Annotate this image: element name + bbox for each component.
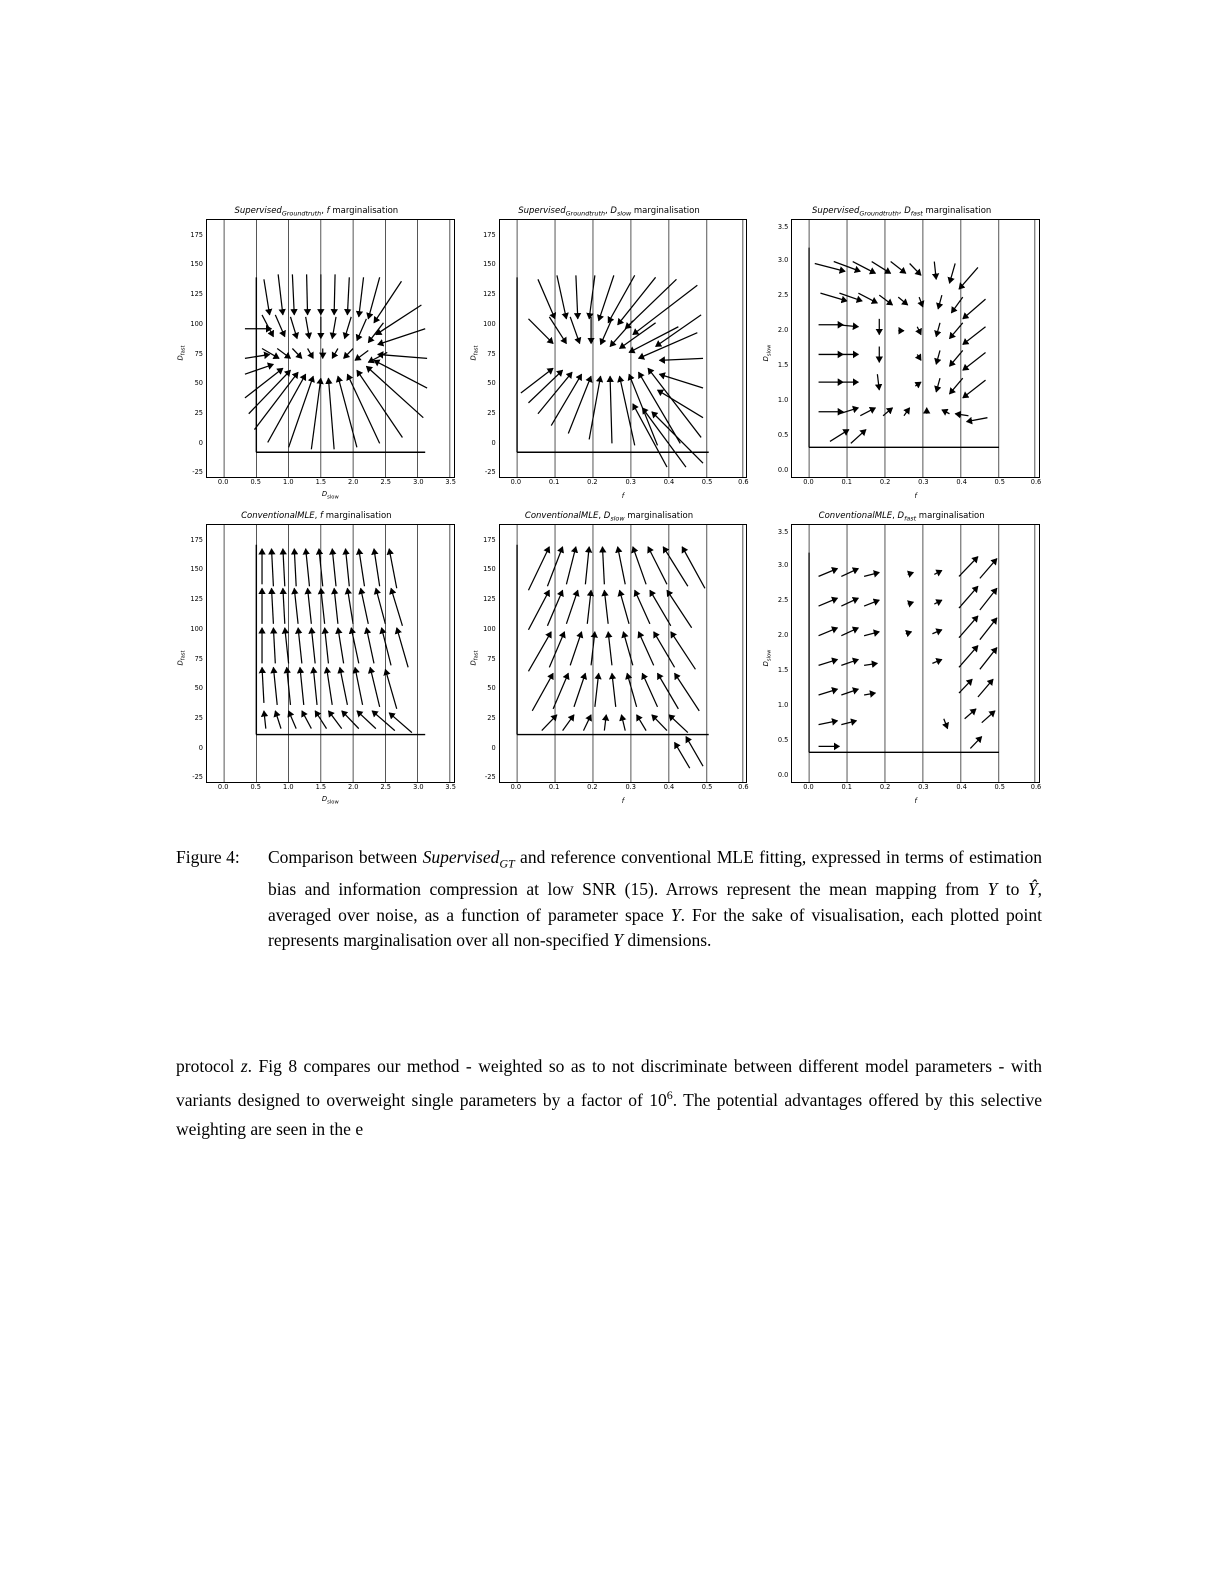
x-axis-label: $D_{slow}$ [321,794,339,805]
vector-field-plot [206,524,455,783]
figure-caption-label: Figure 4: [176,847,240,867]
panel-mle-dfast [761,510,1042,805]
y-tick-labels: 0.0 0.5 1.0 1.5 2.0 2.5 3.0 3.5 [777,222,789,475]
x-axis-label: f [914,797,917,805]
vector-field-plot [499,219,748,478]
y-axis-label: $D_{fast}$ [176,345,187,360]
y-axis-label: $D_{fast}$ [468,345,480,360]
x-tick-labels: 0.0 0.5 1.0 1.5 2.0 2.5 3.0 3.5 [217,783,456,791]
y-axis-label: $D_{fast}$ [176,650,187,665]
vector-field-plot [206,219,455,478]
y-tick-labels: 0.0 0.5 1.0 1.5 2.0 2.5 3.0 3.5 [777,527,789,780]
x-tick-labels: 0.0 0.1 0.2 0.3 0.4 0.5 0.6 [803,478,1042,486]
y-tick-labels: -25 0 25 50 75 100 125 150 175 [190,230,203,476]
panel-title: Supervised$_{Groundtruth}$, $D_{slow}$ marginalisation [518,206,700,218]
x-axis-label: f [914,492,917,500]
panel-mle-f [176,510,457,805]
panel-title: ConventionalMLE, f marginalisation [241,511,392,521]
vector-field-plot [791,524,1040,783]
body-paragraph: protocol z. Fig 8 compares our method - weighted so as to not discriminate between different model parameters - with variants designed to overweight single parameters by a factor of $10^6$. The potential advantages offered by this selective weighting are seen in the e [176,1056,1042,1139]
figure-4 [176,205,1042,805]
y-tick-labels: -25 0 25 50 75 100 125 150 175 [483,230,496,476]
panel-title: Supervised$_{Groundtruth}$, f marginalisation [234,206,399,218]
panel-supervised-f [176,205,457,500]
panel-grid [176,205,1042,805]
figure-caption [176,845,1042,954]
x-tick-labels: 0.0 0.1 0.2 0.3 0.4 0.5 0.6 [510,783,749,791]
panel-supervised-dslow [469,205,750,500]
x-axis-label: f [621,797,625,805]
y-axis-label: $D_{slow}$ [762,649,773,666]
vector-field-plot [791,219,1040,478]
vector-field-plot [499,524,748,783]
panel-title: ConventionalMLE, $D_{slow}$ marginalisation [524,511,694,523]
x-axis-label: f [621,492,625,500]
panel-title: Supervised$_{Groundtruth}$, $D_{fast}$ marginalisation [812,206,992,218]
panel-supervised-dfast [761,205,1042,500]
x-tick-labels: 0.0 0.1 0.2 0.3 0.4 0.5 0.6 [510,478,749,486]
y-axis-label: $D_{fast}$ [468,650,480,665]
y-tick-labels: -25 0 25 50 75 100 125 150 175 [483,535,496,781]
x-axis-label: $D_{slow}$ [321,489,339,500]
y-axis-label: $D_{slow}$ [762,344,773,361]
panel-mle-dslow [469,510,750,805]
x-tick-labels: 0.0 0.1 0.2 0.3 0.4 0.5 0.6 [803,783,1042,791]
y-tick-labels: -25 0 25 50 75 100 125 150 175 [190,535,203,781]
x-tick-labels: 0.0 0.5 1.0 1.5 2.0 2.5 3.0 3.5 [217,478,456,486]
panel-title: ConventionalMLE, $D_{fast}$ marginalisation [818,511,985,523]
figure-caption-text: Comparison between Supervised$_{GT}$ and reference conventional MLE fitting, expressed in terms of estimation bias and information compression at low SNR (15). Arrows represent the mean mapping from Y to Ŷ, averaged over noise, as a function of parameter space Y. For the sake of visualisation, each plotted point represents marginalisation over all non-specified Y dimensions. [268,847,1042,950]
